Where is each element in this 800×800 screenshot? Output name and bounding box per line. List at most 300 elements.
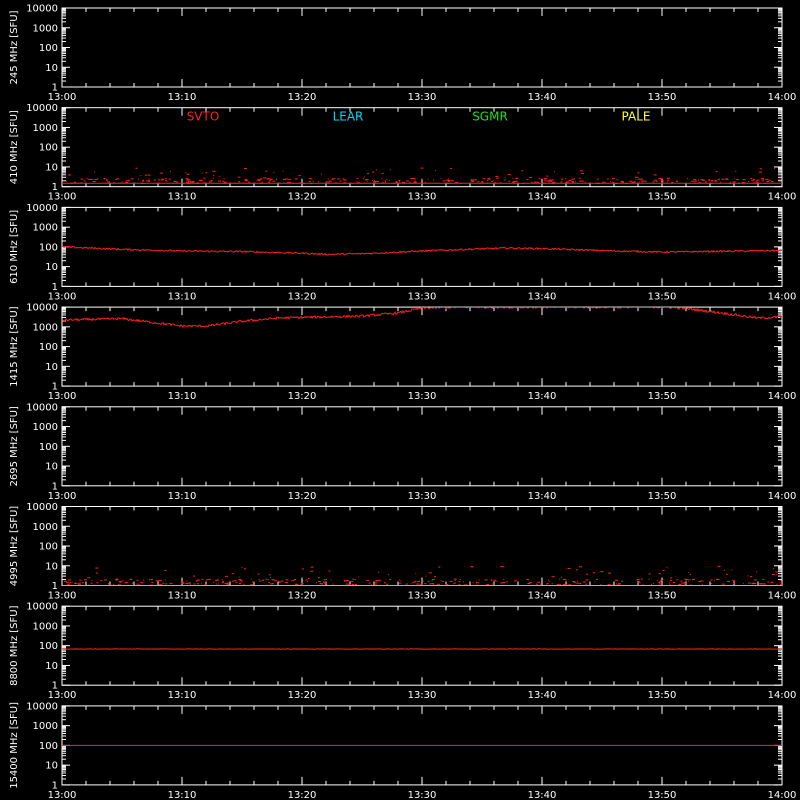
x-tick-label: 14:00 [767, 291, 797, 303]
series-point [495, 176, 498, 177]
series-point [283, 179, 286, 180]
series-point [458, 584, 460, 585]
y-tick-label: 1 [51, 780, 58, 792]
series-point [205, 172, 207, 173]
series-point [503, 579, 504, 580]
x-tick-label: 13:00 [47, 291, 77, 303]
series-point [448, 179, 449, 180]
series-point [638, 177, 639, 178]
series-point [440, 178, 441, 179]
series-point [202, 579, 204, 580]
series-point [367, 173, 369, 174]
series-point [512, 182, 515, 183]
series-point [113, 182, 116, 183]
y-tick-label: 100 [38, 740, 58, 752]
series-point [159, 183, 160, 184]
series-point [260, 183, 263, 184]
series-point [581, 173, 584, 174]
series-point [486, 183, 488, 184]
series-point [67, 584, 70, 585]
series-point [600, 585, 602, 586]
series-point [716, 171, 718, 172]
series-point [428, 581, 430, 582]
series-point [669, 582, 670, 583]
series-point [222, 582, 224, 583]
series-point [140, 175, 141, 176]
series-point [751, 583, 754, 584]
series-point [714, 580, 715, 581]
series-point [659, 583, 662, 584]
series-point [504, 179, 506, 180]
series-point [642, 585, 644, 586]
series-point [657, 580, 658, 581]
series-point [691, 181, 694, 182]
series-point [208, 579, 211, 580]
series-point [240, 580, 243, 581]
x-tick-label: 13:50 [647, 191, 677, 203]
series-point [270, 577, 271, 578]
y-tick-label: 100 [38, 541, 58, 553]
series-point [720, 182, 721, 183]
series-point [399, 579, 400, 580]
series-point [477, 181, 479, 182]
series-point [724, 570, 725, 571]
series-point [743, 182, 746, 183]
series-point [508, 174, 511, 175]
series-point [450, 581, 453, 582]
y-tick-label: 1 [51, 381, 58, 393]
series-point [411, 583, 412, 584]
series-point [586, 579, 589, 580]
series-point [523, 183, 525, 184]
y-axis-label: 8800 MHz [SFU] [9, 605, 20, 686]
series-point [162, 179, 164, 180]
series-point [278, 183, 280, 184]
series-point [431, 583, 434, 584]
series-point [125, 182, 128, 183]
series-point [445, 584, 448, 585]
series-point [733, 583, 735, 584]
series-point [146, 180, 148, 181]
series-point [454, 579, 457, 580]
series-point [213, 582, 214, 583]
series-point [268, 582, 270, 583]
series-point [761, 179, 764, 180]
series-point [159, 580, 162, 581]
series-point [781, 580, 782, 581]
series-point [311, 567, 314, 568]
series-point [108, 585, 111, 586]
series-point [206, 579, 208, 580]
series-point [84, 579, 87, 580]
series-point [196, 183, 199, 184]
series-point [763, 181, 764, 182]
series-point [425, 182, 426, 183]
x-tick-label: 13:50 [647, 789, 677, 800]
series-point [579, 181, 581, 182]
series-point [300, 584, 302, 585]
series-point [65, 581, 67, 582]
x-tick-label: 13:20 [287, 590, 317, 602]
series-point [667, 180, 669, 181]
series-point [244, 168, 247, 169]
series-point [730, 182, 731, 183]
series-point [324, 579, 326, 580]
series-point [140, 183, 143, 184]
series-point [272, 583, 274, 584]
series-point [505, 177, 506, 178]
series-point [425, 576, 426, 577]
series-point [223, 183, 226, 184]
series-point [328, 182, 330, 183]
series-point [554, 171, 555, 172]
series-point [572, 182, 574, 183]
series-point [568, 180, 571, 181]
y-axis-label: 15400 MHz [SFU] [9, 702, 20, 789]
series-point [698, 581, 701, 582]
series-point [337, 178, 340, 179]
series-point [506, 581, 507, 582]
series-point [567, 568, 570, 569]
series-point [279, 582, 280, 583]
series-point [463, 581, 464, 582]
series-point [138, 580, 139, 581]
series-point [263, 177, 266, 178]
series-point [687, 178, 688, 179]
series-point [571, 181, 574, 182]
series-point [735, 171, 736, 172]
y-tick-label: 10000 [26, 502, 58, 513]
series-point [572, 179, 575, 180]
series-point [96, 573, 98, 574]
series-point [138, 179, 139, 180]
series-point [566, 181, 569, 182]
series-point [540, 584, 541, 585]
series-point [188, 181, 191, 182]
series-point [388, 574, 389, 575]
series-point [424, 583, 426, 584]
series-point [455, 580, 456, 581]
series-point [575, 181, 576, 182]
series-point [411, 183, 412, 184]
series-point [225, 576, 228, 577]
series-point [527, 179, 529, 180]
series-point [757, 180, 760, 181]
series-point [357, 178, 359, 179]
series-point [199, 180, 202, 181]
series-point [96, 582, 98, 583]
series-point [346, 580, 348, 581]
series-point [81, 182, 82, 183]
series-point [82, 582, 84, 583]
series-point [564, 584, 566, 585]
series-point [377, 181, 379, 182]
series-point [493, 180, 494, 181]
series-point [68, 579, 71, 580]
x-tick-label: 13:40 [527, 92, 557, 103]
series-point [374, 180, 375, 181]
series-point [537, 182, 539, 183]
series-point [252, 581, 254, 582]
series-point [374, 582, 377, 583]
series-point [767, 582, 769, 583]
series-point [406, 181, 409, 182]
series-point [242, 567, 243, 568]
series-point [684, 579, 686, 580]
series-point [131, 178, 134, 179]
series-point [63, 181, 64, 182]
series-point [494, 182, 496, 183]
series-point [262, 580, 264, 581]
series-point [537, 582, 540, 583]
x-tick-label: 13:00 [47, 590, 77, 602]
series-point [390, 169, 391, 170]
series-point [87, 577, 90, 578]
series-point [776, 574, 777, 575]
series-point [243, 182, 244, 183]
y-tick-label: 10 [45, 660, 58, 672]
series-point [79, 580, 81, 581]
series-point [574, 582, 576, 583]
series-point [303, 183, 305, 184]
x-tick-label: 13:50 [647, 391, 677, 403]
series-point [705, 181, 707, 182]
series-point [244, 568, 246, 569]
y-tick-label: 1 [51, 481, 58, 493]
series-point [406, 583, 408, 584]
series-point [398, 180, 400, 181]
y-axis-label: 410 MHz [SFU] [9, 110, 20, 185]
series-point [250, 585, 251, 586]
series-point [667, 178, 670, 179]
series-point [743, 179, 746, 180]
series-point [669, 584, 670, 585]
series-point [369, 583, 371, 584]
x-tick-label: 13:00 [47, 92, 77, 103]
series-point [266, 171, 268, 172]
series-point [437, 584, 440, 585]
series-point [389, 579, 391, 580]
series-point [326, 579, 327, 580]
series-point [209, 181, 212, 182]
series-point [196, 581, 197, 582]
series-point [344, 580, 345, 581]
series-point [710, 583, 712, 584]
series-point [165, 583, 167, 584]
x-tick-label: 13:30 [407, 391, 437, 403]
series-point [629, 181, 632, 182]
series-point [260, 178, 261, 179]
series-point [148, 179, 149, 180]
series-point [442, 581, 444, 582]
y-tick-label: 1 [51, 281, 58, 293]
series-point [95, 568, 98, 569]
series-point [698, 180, 699, 181]
y-tick-label: 1000 [32, 222, 58, 234]
x-tick-label: 13:40 [527, 690, 557, 702]
series-point [119, 581, 122, 582]
series-point [580, 170, 583, 171]
series-point [778, 179, 781, 180]
x-tick-label: 14:00 [767, 590, 797, 602]
series-point [579, 566, 582, 567]
series-point [662, 182, 664, 183]
series-point [653, 583, 654, 584]
series-point [367, 181, 368, 182]
series-point [132, 182, 133, 183]
series-point [198, 579, 200, 580]
series-point [320, 583, 323, 584]
series-point [122, 181, 123, 182]
series-point [537, 183, 538, 184]
x-tick-label: 14:00 [767, 690, 797, 702]
series-point [460, 579, 461, 580]
series-point [352, 579, 354, 580]
series-point [291, 580, 292, 581]
x-tick-label: 13:20 [287, 92, 317, 103]
series-point [551, 576, 554, 577]
series-point [572, 581, 575, 582]
series-point [480, 183, 481, 184]
series-point [473, 582, 474, 583]
x-tick-label: 13:30 [407, 690, 437, 702]
series-point [676, 181, 678, 182]
series-point [166, 181, 167, 182]
series-point [162, 583, 164, 584]
series-point [549, 581, 550, 582]
series-point [702, 584, 703, 585]
series-point [654, 180, 657, 181]
series-point [143, 580, 144, 581]
series-point [366, 179, 369, 180]
series-point [371, 584, 372, 585]
series-point [271, 179, 273, 180]
series-point [768, 180, 770, 181]
series-point [458, 581, 460, 582]
series-point [269, 574, 271, 575]
series-point [616, 583, 617, 584]
x-tick-label: 13:50 [647, 291, 677, 303]
series-point [137, 580, 138, 581]
series-point [313, 181, 314, 182]
series-point [428, 179, 429, 180]
series-point [732, 580, 735, 581]
series-point [262, 182, 263, 183]
series-point [274, 580, 277, 581]
series-point [183, 582, 184, 583]
series-point [501, 566, 504, 567]
series-point [496, 178, 499, 179]
x-tick-label: 13:40 [527, 391, 557, 403]
series-point [271, 579, 274, 580]
series-point [649, 579, 650, 580]
series-point [766, 181, 769, 182]
series-point [71, 183, 73, 184]
series-point [662, 579, 663, 580]
series-point [399, 181, 400, 182]
series-point [81, 179, 84, 180]
series-point [750, 576, 752, 577]
y-axis-label: 610 MHz [SFU] [9, 209, 20, 284]
series-point [128, 180, 130, 181]
y-tick-label: 10 [45, 760, 58, 772]
series-point [641, 579, 643, 580]
series-point [638, 582, 641, 583]
series-point [453, 583, 454, 584]
series-point [373, 585, 374, 586]
series-point [213, 175, 214, 176]
series-point [318, 577, 320, 578]
series-point [84, 180, 86, 181]
series-point [93, 179, 94, 180]
series-point [372, 172, 374, 173]
series-point [497, 581, 498, 582]
series-point [257, 179, 260, 180]
series-point [680, 581, 682, 582]
series-point [278, 581, 279, 582]
series-point [212, 171, 215, 172]
series-point [281, 581, 284, 582]
series-point [756, 571, 757, 572]
series-point [434, 576, 436, 577]
series-point [238, 177, 241, 178]
series-point [140, 582, 143, 583]
series-point [251, 584, 253, 585]
series-point [451, 180, 454, 181]
series-point [64, 581, 65, 582]
series-point [72, 582, 73, 583]
x-tick-label: 13:10 [167, 391, 197, 403]
y-tick-label: 1000 [32, 422, 58, 434]
series-point [259, 581, 261, 582]
series-point [576, 583, 579, 584]
series-point [190, 584, 191, 585]
series-point [205, 584, 207, 585]
series-point [688, 572, 689, 573]
series-point [97, 178, 98, 179]
x-tick-label: 13:00 [47, 789, 77, 800]
series-point [507, 581, 508, 582]
series-point [637, 172, 639, 173]
series-point [661, 180, 664, 181]
series-point [308, 578, 310, 579]
series-point [698, 182, 701, 183]
series-point [635, 177, 638, 178]
series-point [272, 181, 275, 182]
series-point [173, 181, 176, 182]
series-point [248, 182, 250, 183]
series-point [414, 181, 416, 182]
series-point [738, 183, 740, 184]
series-point [385, 180, 386, 181]
series-point [323, 582, 325, 583]
series-point [258, 574, 260, 575]
series-point [577, 581, 578, 582]
series-point [272, 579, 273, 580]
series-point [516, 580, 517, 581]
series-point [401, 581, 402, 582]
series-point [375, 183, 376, 184]
series-point [197, 583, 199, 584]
y-tick-label: 1 [51, 581, 58, 592]
series-point [568, 584, 571, 585]
series-point [165, 178, 167, 179]
x-tick-label: 13:20 [287, 690, 317, 702]
series-point [156, 580, 159, 581]
series-point [126, 180, 128, 181]
series-point [194, 183, 196, 184]
series-point [751, 180, 754, 181]
